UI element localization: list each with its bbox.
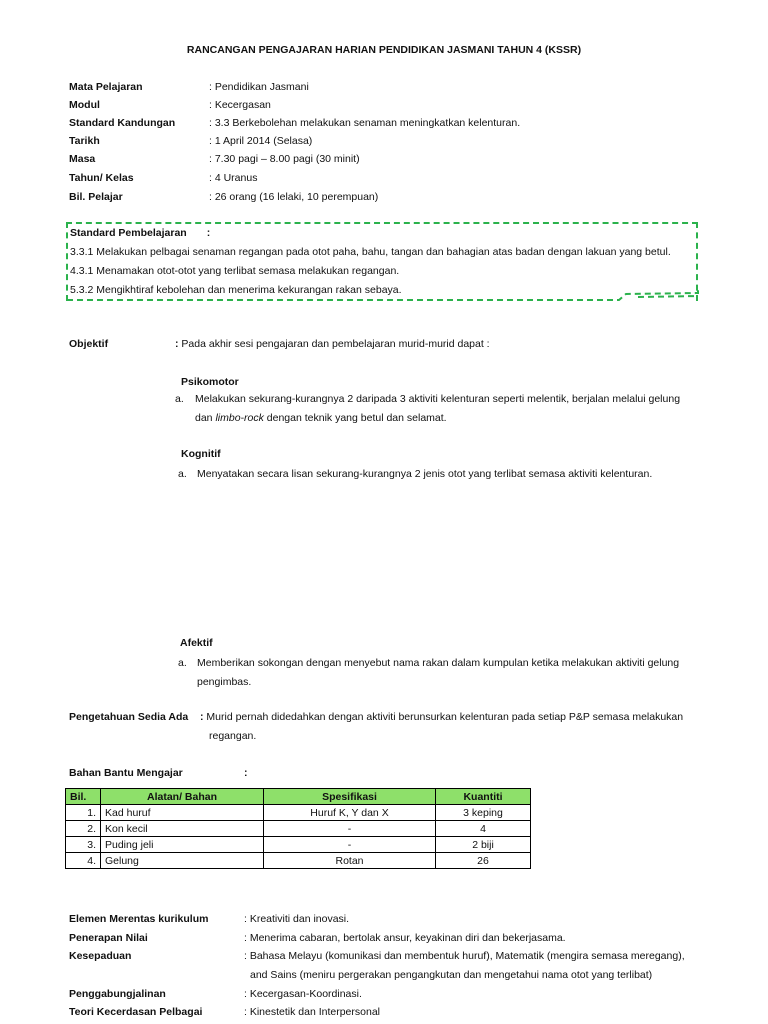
teori-kecerdasan-label: Teori Kecerdasan Pelbagai [69, 1006, 203, 1018]
table-cell-bil: 3. [66, 837, 101, 853]
kognitif-line-1: Menyatakan secara lisan sekurang-kurangnya 2 jenis otot yang terlibat semasa aktiviti kelenturan. [197, 468, 653, 480]
info-value-modul: : Kecergasan [209, 99, 271, 111]
table-row [66, 853, 531, 869]
penerapan-nilai-label: Penerapan Nilai [69, 932, 148, 944]
table-cell-spesifikasi: - [264, 837, 436, 853]
penerapan-nilai-value: : Menerima cabaran, bertolak ansur, keyakinan diri dan bekerjasama. [244, 932, 566, 944]
kognitif-marker: a. [178, 468, 187, 480]
table-cell-kuantiti: 3 keping [436, 805, 531, 821]
kesepaduan-value: : Bahasa Melayu (komunikasi dan membentuk huruf), Matematik (mengira semasa meregang), [244, 950, 685, 962]
afektif-marker: a. [178, 657, 187, 669]
standard-pembelajaran-label: Standard Pembelajaran : [70, 227, 211, 239]
afektif-line-1: Memberikan sokongan dengan menyebut nama rakan dalam kumpulan ketika melakukan aktiviti gelung [197, 657, 680, 669]
info-value-tarikh: : 1 April 2014 (Selasa) [209, 135, 313, 147]
table-cell-bil: 4. [66, 853, 101, 869]
kesepaduan-value-line-2: and Sains (meniru pergerakan pengangkutan dan mengetahui nama otot yang terlibat) [250, 969, 653, 981]
table-header-kuantiti: Kuantiti [436, 789, 531, 805]
standard-pembelajaran-item: 4.3.1 Menamakan otot-otot yang terlibat semasa melakukan regangan. [70, 265, 400, 277]
info-value-mata-pelajaran: : Pendidikan Jasmani [209, 81, 309, 93]
info-label-tarikh: Tarikh [69, 135, 100, 147]
bahan-table [65, 788, 531, 869]
table-cell-kuantiti: 26 [436, 853, 531, 869]
teori-kecerdasan-value: : Kinestetik dan Interpersonal [244, 1006, 380, 1018]
pengetahuan-line-2: regangan. [209, 730, 257, 742]
standard-pembelajaran-item: 5.3.2 Mengikhtiraf kebolehan dan menerima kekurangan rakan sebaya. [70, 284, 402, 296]
psikomotor-line-2: dan limbo-rock dengan teknik yang betul dan selamat. [195, 412, 447, 424]
table-cell-alatan: Gelung [101, 853, 264, 869]
info-label-bil-pelajar: Bil. Pelajar [69, 191, 123, 203]
info-label-standard-kandungan: Standard Kandungan [69, 117, 176, 129]
psikomotor-marker: a. [175, 393, 184, 405]
info-label-tahun-kelas: Tahun/ Kelas [69, 172, 134, 184]
table-cell-bil: 2. [66, 821, 101, 837]
table-cell-kuantiti: 2 biji [436, 837, 531, 853]
table-cell-spesifikasi: - [264, 821, 436, 837]
table-cell-bil: 1. [66, 805, 101, 821]
table-cell-spesifikasi: Huruf K, Y dan X [264, 805, 436, 821]
pengetahuan-line-1: : Murid pernah didedahkan dengan aktiviti berunsurkan kelenturan pada setiap P&P semasa melakukan [200, 711, 684, 723]
objektif-text: : Pada akhir sesi pengajaran dan pembelajaran murid-murid dapat : [175, 338, 490, 350]
document-title: RANCANGAN PENGAJARAN HARIAN PENDIDIKAN JASMANI TAHUN 4 (KSSR) [186, 44, 582, 56]
bahan-label: Bahan Bantu Mengajar [69, 767, 183, 779]
afektif-line-2: pengimbas. [197, 676, 252, 688]
psikomotor-line-1: Melakukan sekurang-kurangnya 2 daripada 3 aktiviti kelenturan seperti melentik, berjalan melalui gelung [195, 393, 681, 405]
table-cell-alatan: Kad huruf [101, 805, 264, 821]
kesepaduan-label: Kesepaduan [69, 950, 132, 962]
elemen-merentas-label: Elemen Merentas kurikulum [69, 913, 209, 925]
kognitif-heading: Kognitif [181, 448, 221, 460]
table-header-spesifikasi: Spesifikasi [264, 789, 436, 805]
afektif-heading: Afektif [180, 637, 213, 649]
penggabungjalinan-value: : Kecergasan-Koordinasi. [244, 988, 362, 1000]
penggabungjalinan-label: Penggabungjalinan [69, 988, 166, 1000]
pengetahuan-label: Pengetahuan Sedia Ada [69, 711, 189, 723]
info-label-modul: Modul [69, 99, 100, 111]
table-cell-spesifikasi: Rotan [264, 853, 436, 869]
table-cell-alatan: Kon kecil [101, 821, 264, 837]
info-label-masa: Masa [69, 153, 96, 165]
info-value-tahun-kelas: : 4 Uranus [209, 172, 258, 184]
table-row [66, 837, 531, 853]
psikomotor-heading: Psikomotor [181, 376, 239, 388]
info-value-masa: : 7.30 pagi – 8.00 pagi (30 minit) [209, 153, 360, 165]
table-header-bil: Bil. [66, 789, 101, 805]
table-header-alatan: Alatan/ Bahan [101, 789, 264, 805]
table-header-row [66, 789, 531, 805]
objektif-label: Objektif [69, 338, 109, 350]
table-row [66, 805, 531, 821]
table-cell-kuantiti: 4 [436, 821, 531, 837]
info-label-mata-pelajaran: Mata Pelajaran [69, 81, 143, 93]
info-value-bil-pelajar: : 26 orang (16 lelaki, 10 perempuan) [209, 191, 379, 203]
standard-pembelajaran-item: 3.3.1 Melakukan pelbagai senaman regangan pada otot paha, bahu, tangan dan bahagian atas badan dengan lakuan yang betul. [70, 246, 671, 258]
table-cell-alatan: Puding jeli [101, 837, 264, 853]
info-value-standard-kandungan: : 3.3 Berkebolehan melakukan senaman meningkatkan kelenturan. [209, 117, 521, 129]
bahan-colon: : [244, 767, 248, 779]
table-row [66, 821, 531, 837]
elemen-merentas-value: : Kreativiti dan inovasi. [244, 913, 350, 925]
